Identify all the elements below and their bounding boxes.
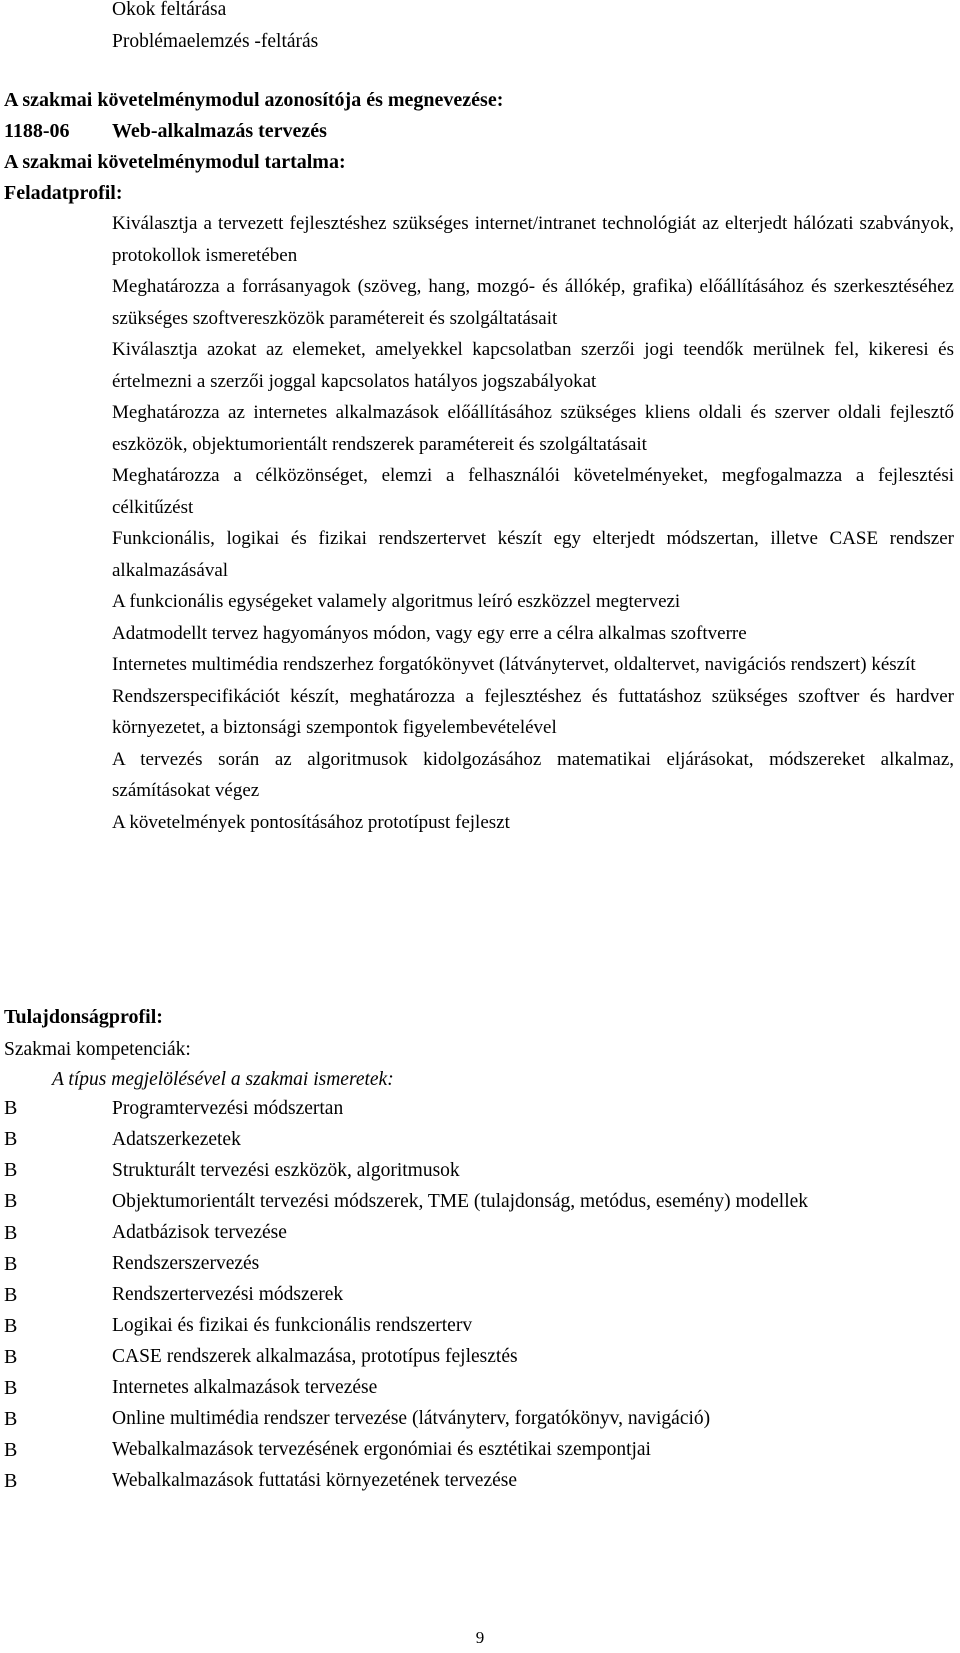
module-code-row xyxy=(4,116,503,147)
knowledge-type: B xyxy=(4,1190,18,1213)
task-profile-label: Feladatprofil: xyxy=(4,182,123,204)
knowledge-type: B xyxy=(4,1314,18,1337)
page-number: 9 xyxy=(475,1628,485,1647)
knowledge-type: B xyxy=(4,1376,18,1399)
task-item: Rendszerspecifikációt készít, meghatározza a fejlesztéshez és futtatáshoz szükséges szoftver és hardver környezetet, a biztonsági szempontok figyelembevételével xyxy=(112,685,954,738)
knowledge-text: Programtervezési módszertan xyxy=(112,1097,344,1119)
knowledge-text: Adatbázisok tervezése xyxy=(112,1222,287,1244)
task-item: Kiválasztja azokat az elemeket, amelyekkel kapcsolatban szerzői jogi teendők merülnek fel, kikeresi és értelmezni a szerzői joggal kapcsolatos hatályos jogszabályokat xyxy=(112,339,954,392)
knowledge-item xyxy=(4,1466,954,1497)
knowledge-item xyxy=(4,1155,954,1186)
knowledge-type: B xyxy=(4,1345,18,1368)
competencies-label: Szakmai kompetenciák: xyxy=(4,1039,191,1060)
task-item: A funkcionális egységeket valamely algoritmus leíró eszközzel megtervezi xyxy=(112,591,681,612)
knowledge-type: B xyxy=(4,1097,18,1119)
knowledge-type: B xyxy=(4,1438,18,1461)
knowledge-type: B xyxy=(4,1469,18,1492)
module-id-title: A szakmai követelménymodul azonosítója és megnevezése: xyxy=(4,89,504,111)
top-lines xyxy=(112,0,318,58)
knowledge-type: B xyxy=(4,1128,18,1150)
task-item: A követelmények pontosításához prototípust fejleszt xyxy=(112,811,510,833)
knowledge-item xyxy=(4,1435,954,1466)
knowledge-text: CASE rendszerek alkalmazása, prototípus fejlesztés xyxy=(112,1346,518,1368)
knowledge-item xyxy=(4,1186,954,1218)
task-list xyxy=(112,208,954,838)
task-item: Kiválasztja a tervezett fejlesztéshez szükséges internet/intranet technológiát az elterjedt hálózati szabványok, protokollok ismeretében xyxy=(112,213,954,266)
knowledge-text: Strukturált tervezési eszközök, algoritmusok xyxy=(112,1159,460,1181)
knowledge-type: B xyxy=(4,1221,18,1244)
module-content-label: A szakmai követelménymodul tartalma: xyxy=(4,151,346,173)
knowledge-item xyxy=(4,1342,954,1373)
knowledge-item xyxy=(4,1373,954,1404)
knowledge-item xyxy=(4,1280,954,1311)
knowledge-text: Webalkalmazások tervezésének ergonómiai és esztétikai szempontjai xyxy=(112,1439,651,1461)
knowledge-text: Rendszerszervezés xyxy=(112,1253,260,1275)
knowledge-text: Logikai és fizikai és funkcionális rendszerterv xyxy=(112,1315,473,1337)
knowledge-item xyxy=(4,1093,954,1124)
knowledge-list xyxy=(4,1093,954,1497)
knowledge-text: Adatszerkezetek xyxy=(112,1128,241,1150)
task-item: Funkcionális, logikai és fizikai rendszertervet készít egy elterjedt módszertan, illetve CASE rendszer alkalmazásával xyxy=(112,528,954,581)
property-profile-title: Tulajdonságprofil: xyxy=(4,1006,163,1028)
task-item: Meghatározza a forrásanyagok (szöveg, hang, mozgó- és állókép, grafika) előállításához és szerkesztéséhez szükséges szoftvereszközök paramétereit és szolgáltatásait xyxy=(112,276,954,329)
top-line: Problémaelemzés -feltárás xyxy=(112,31,319,52)
task-item: Internetes multimédia rendszerhez forgatókönyvet (látványtervet, oldaltervet, navigációs rendszert) készít xyxy=(112,654,916,675)
knowledge-text: Objektumorientált tervezési módszerek, TME (tulajdonság, metódus, esemény) modellek xyxy=(112,1191,809,1212)
module-heading xyxy=(4,85,503,209)
knowledge-item xyxy=(4,1249,954,1280)
knowledge-text: Online multimédia rendszer tervezése (látványterv, forgatókönyv, navigáció) xyxy=(112,1408,711,1430)
knowledge-text: Rendszertervezési módszerek xyxy=(112,1284,344,1306)
knowledge-text: Internetes alkalmazások tervezése xyxy=(112,1377,378,1399)
knowledge-type: B xyxy=(4,1283,18,1306)
knowledge-item xyxy=(4,1311,954,1342)
task-item: Meghatározza az internetes alkalmazások előállításához szükséges kliens oldali és szerver oldali fejlesztő eszközök, objektumorientált rendszerek paramétereit és szolgáltatásait xyxy=(112,402,954,455)
knowledge-type: B xyxy=(4,1159,18,1181)
module-name: Web-alkalmazás tervezés xyxy=(112,120,327,142)
knowledge-item xyxy=(4,1218,954,1249)
task-item: Meghatározza a célközönséget, elemzi a felhasználói követelményeket, megfogalmazza a fejlesztési célkitűzést xyxy=(112,465,954,518)
knowledge-text: Webalkalmazások futtatási környezetének tervezése xyxy=(112,1470,518,1492)
task-item: A tervezés során az algoritmusok kidolgozásához matematikai eljárásokat, módszereket alkalmaz, számításokat végez xyxy=(112,748,954,801)
knowledge-type: B xyxy=(4,1252,18,1275)
knowledge-item xyxy=(4,1404,954,1435)
knowledge-item xyxy=(4,1124,954,1155)
module-code: 1188-06 xyxy=(4,120,70,142)
type-label: A típus megjelölésével a szakmai ismeretek: xyxy=(52,1069,394,1090)
task-item: Adatmodellt tervez hagyományos módon, vagy egy erre a célra alkalmas szoftverre xyxy=(112,622,747,644)
knowledge-type: B xyxy=(4,1407,18,1430)
top-line: Okok feltárása xyxy=(112,0,227,20)
